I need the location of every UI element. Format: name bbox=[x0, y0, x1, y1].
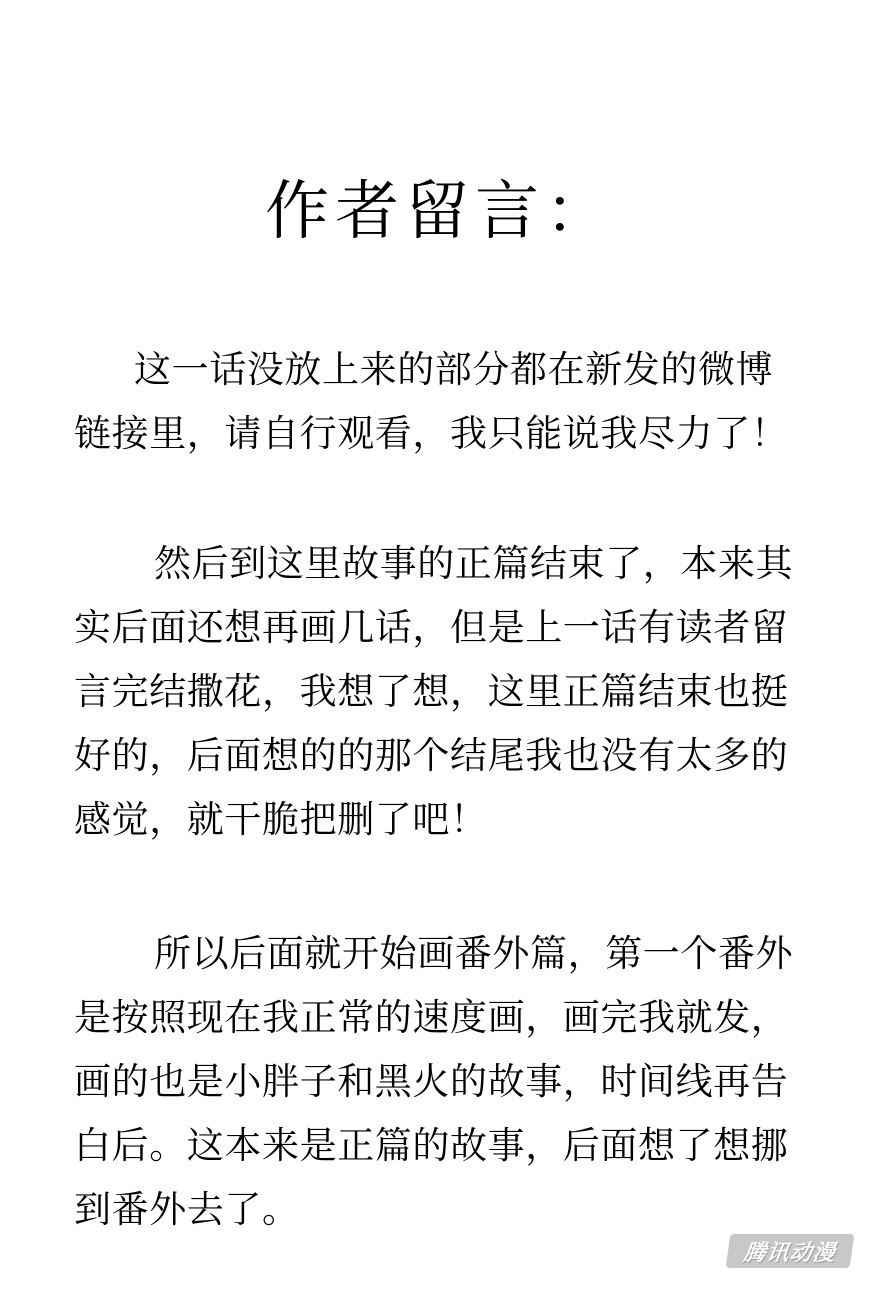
watermark-logo: 腾讯动漫 bbox=[726, 1234, 855, 1268]
paragraph-line: 然后到这里故事的正篇结束了，本来其 bbox=[154, 542, 794, 585]
paragraph-line: 所以后面就开始画番外篇，第一个番外 bbox=[154, 932, 794, 975]
page-title: 作者留言： bbox=[265, 175, 615, 249]
paragraph-line: 好的，后面想的的那个结尾我也没有太多的 bbox=[74, 734, 789, 777]
paragraph-line: 是按照现在我正常的速度画，画完我就发， bbox=[74, 996, 789, 1039]
paragraph-2 bbox=[74, 532, 834, 852]
paragraph-line: 感觉，就干脆把删了吧！ bbox=[74, 798, 488, 841]
paragraph-line: 到番外去了。 bbox=[74, 1188, 300, 1231]
paragraph-3 bbox=[74, 922, 834, 1242]
paragraph-1 bbox=[74, 338, 834, 466]
paragraph-line: 白后。这本来是正篇的故事，后面想了想挪 bbox=[74, 1124, 789, 1167]
paragraph-line: 这一话没放上来的部分都在新发的微博 bbox=[134, 348, 774, 391]
paragraph-line: 画的也是小胖子和黑火的故事，时间线再告 bbox=[74, 1060, 789, 1103]
paragraph-line: 链接里，请自行观看，我只能说我尽力了！ bbox=[74, 412, 789, 455]
paragraph-line: 实后面还想再画几话，但是上一话有读者留 bbox=[74, 606, 789, 649]
paragraph-line: 言完结撒花，我想了想，这里正篇结束也挺 bbox=[74, 670, 789, 713]
